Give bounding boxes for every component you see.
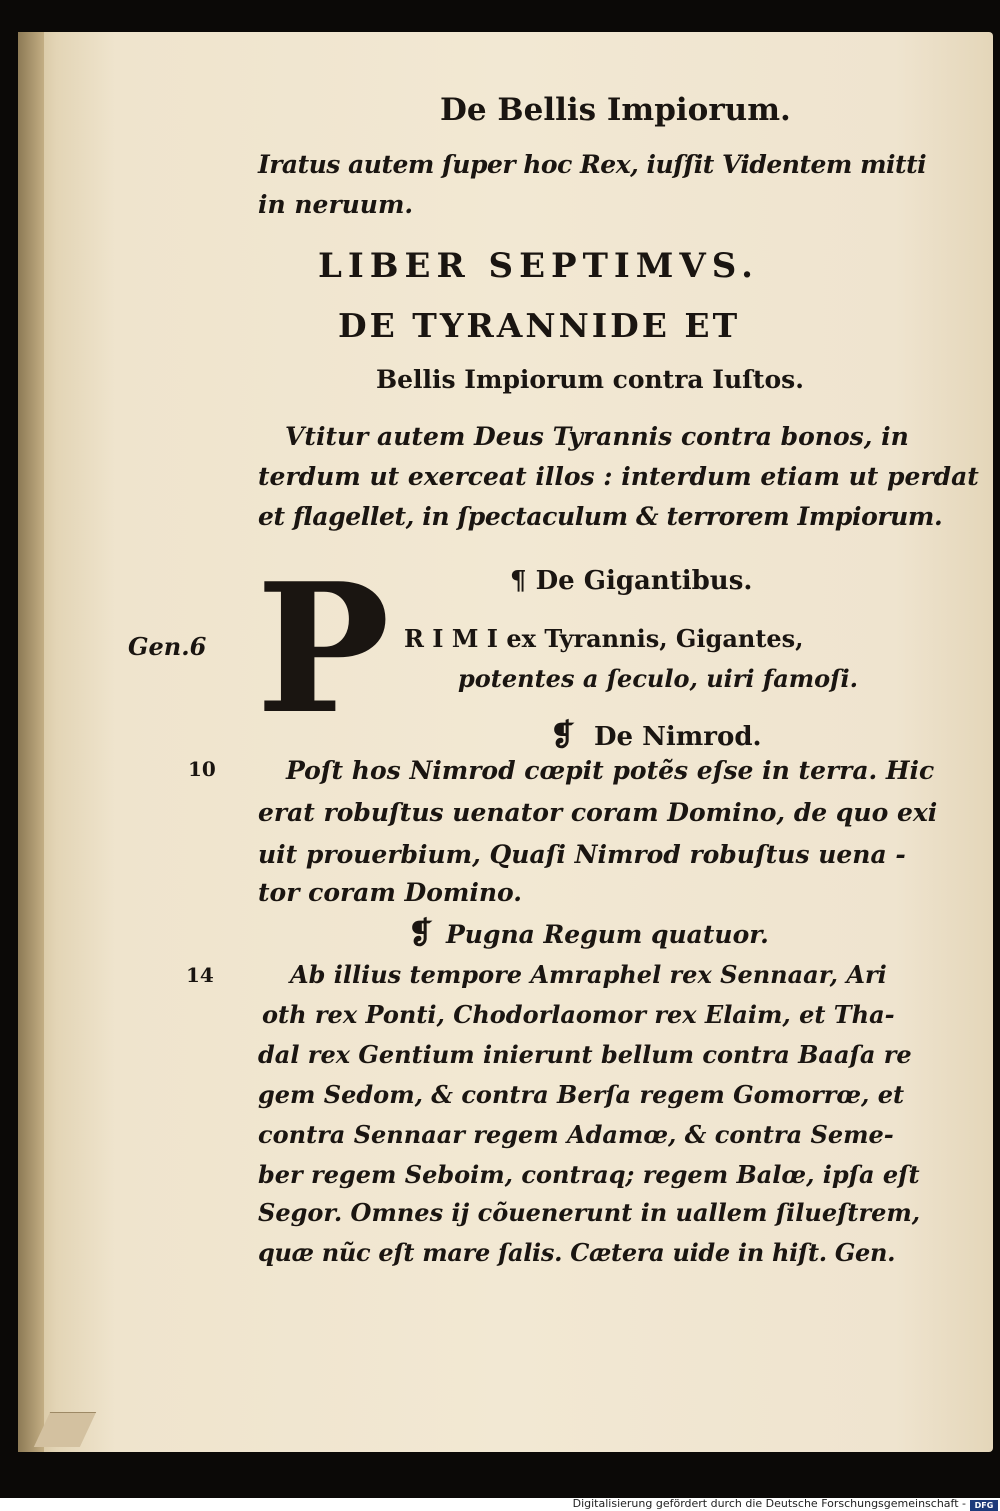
running-head: De Bellis Impiorum. xyxy=(440,92,791,128)
body-line: in neruum. xyxy=(258,190,414,219)
section-line: gem Sedom, & contra Berſa regem Gomorrœ, et xyxy=(258,1080,905,1109)
pilcrow-mark: ❡ xyxy=(408,916,434,951)
intro-line: et flagellet, in ſpectaculum & terrorem Impiorum. xyxy=(258,502,943,531)
section-line: contra Sennaar regem Adamœ, & contra Seme- xyxy=(258,1120,894,1149)
section-line: oth rex Ponti, Chodorlaomor rex Elaim, et Tha- xyxy=(262,1000,895,1029)
section-line: Poſt hos Nimrod cœpit potẽs eſse in terra. Hic xyxy=(286,756,935,785)
drop-cap: P xyxy=(256,544,390,753)
book-subtitle: DE TYRANNIDE ET xyxy=(338,306,741,345)
section-line: quæ nũc eſt mare ſalis. Cætera uide in hiſt. Gen. xyxy=(258,1238,896,1267)
line-number: 14 xyxy=(186,963,214,987)
section-heading: De Nimrod. xyxy=(594,722,762,752)
pilcrow-mark: ❡ xyxy=(550,718,576,753)
section-line: R I M I ex Tyrannis, Gigantes, xyxy=(404,624,804,653)
section-line: ber regem Seboim, contraq; regem Balœ, ipſa eſt xyxy=(258,1160,920,1189)
page-gutter xyxy=(18,32,44,1452)
footer-credit: Digitalisierung gefördert durch die Deutsche Forschungsgemeinschaft - xyxy=(572,1497,966,1510)
section-heading: Pugna Regum quatuor. xyxy=(446,920,769,949)
intro-line: Vtitur autem Deus Tyrannis contra bonos, in xyxy=(285,422,909,451)
section-line: dal rex Gentium inierunt bellum contra Baaſa re xyxy=(258,1040,912,1069)
book-subtitle-line2: Bellis Impiorum contra Iuſtos. xyxy=(376,365,804,394)
section-line: tor coram Domino. xyxy=(258,878,522,907)
dfg-logo: DFG xyxy=(970,1500,998,1511)
section-line: erat robuſtus uenator coram Domino, de quo exi xyxy=(258,798,938,827)
margin-note: Gen.6 xyxy=(128,632,207,661)
body-line: Iratus autem ſuper hoc Rex, iuſſit Videntem mitti xyxy=(258,150,927,179)
section-line: uit prouerbium, Quaſi Nimrod robuſtus uena - xyxy=(258,840,906,869)
book-title: LIBER SEPTIMVS. xyxy=(318,246,759,286)
section-heading: ¶ De Gigantibus. xyxy=(510,566,753,596)
line-number: 10 xyxy=(188,757,216,781)
section-line: potentes a ſeculo, uiri famoſi. xyxy=(458,664,858,693)
intro-line: terdum ut exerceat illos : interdum etiam ut perdat xyxy=(258,462,979,491)
section-line: Ab illius tempore Amraphel rex Sennaar, Ari xyxy=(290,960,887,989)
section-line: Segor. Omnes ij cõuenerunt in uallem ſilueſtrem, xyxy=(258,1198,921,1227)
